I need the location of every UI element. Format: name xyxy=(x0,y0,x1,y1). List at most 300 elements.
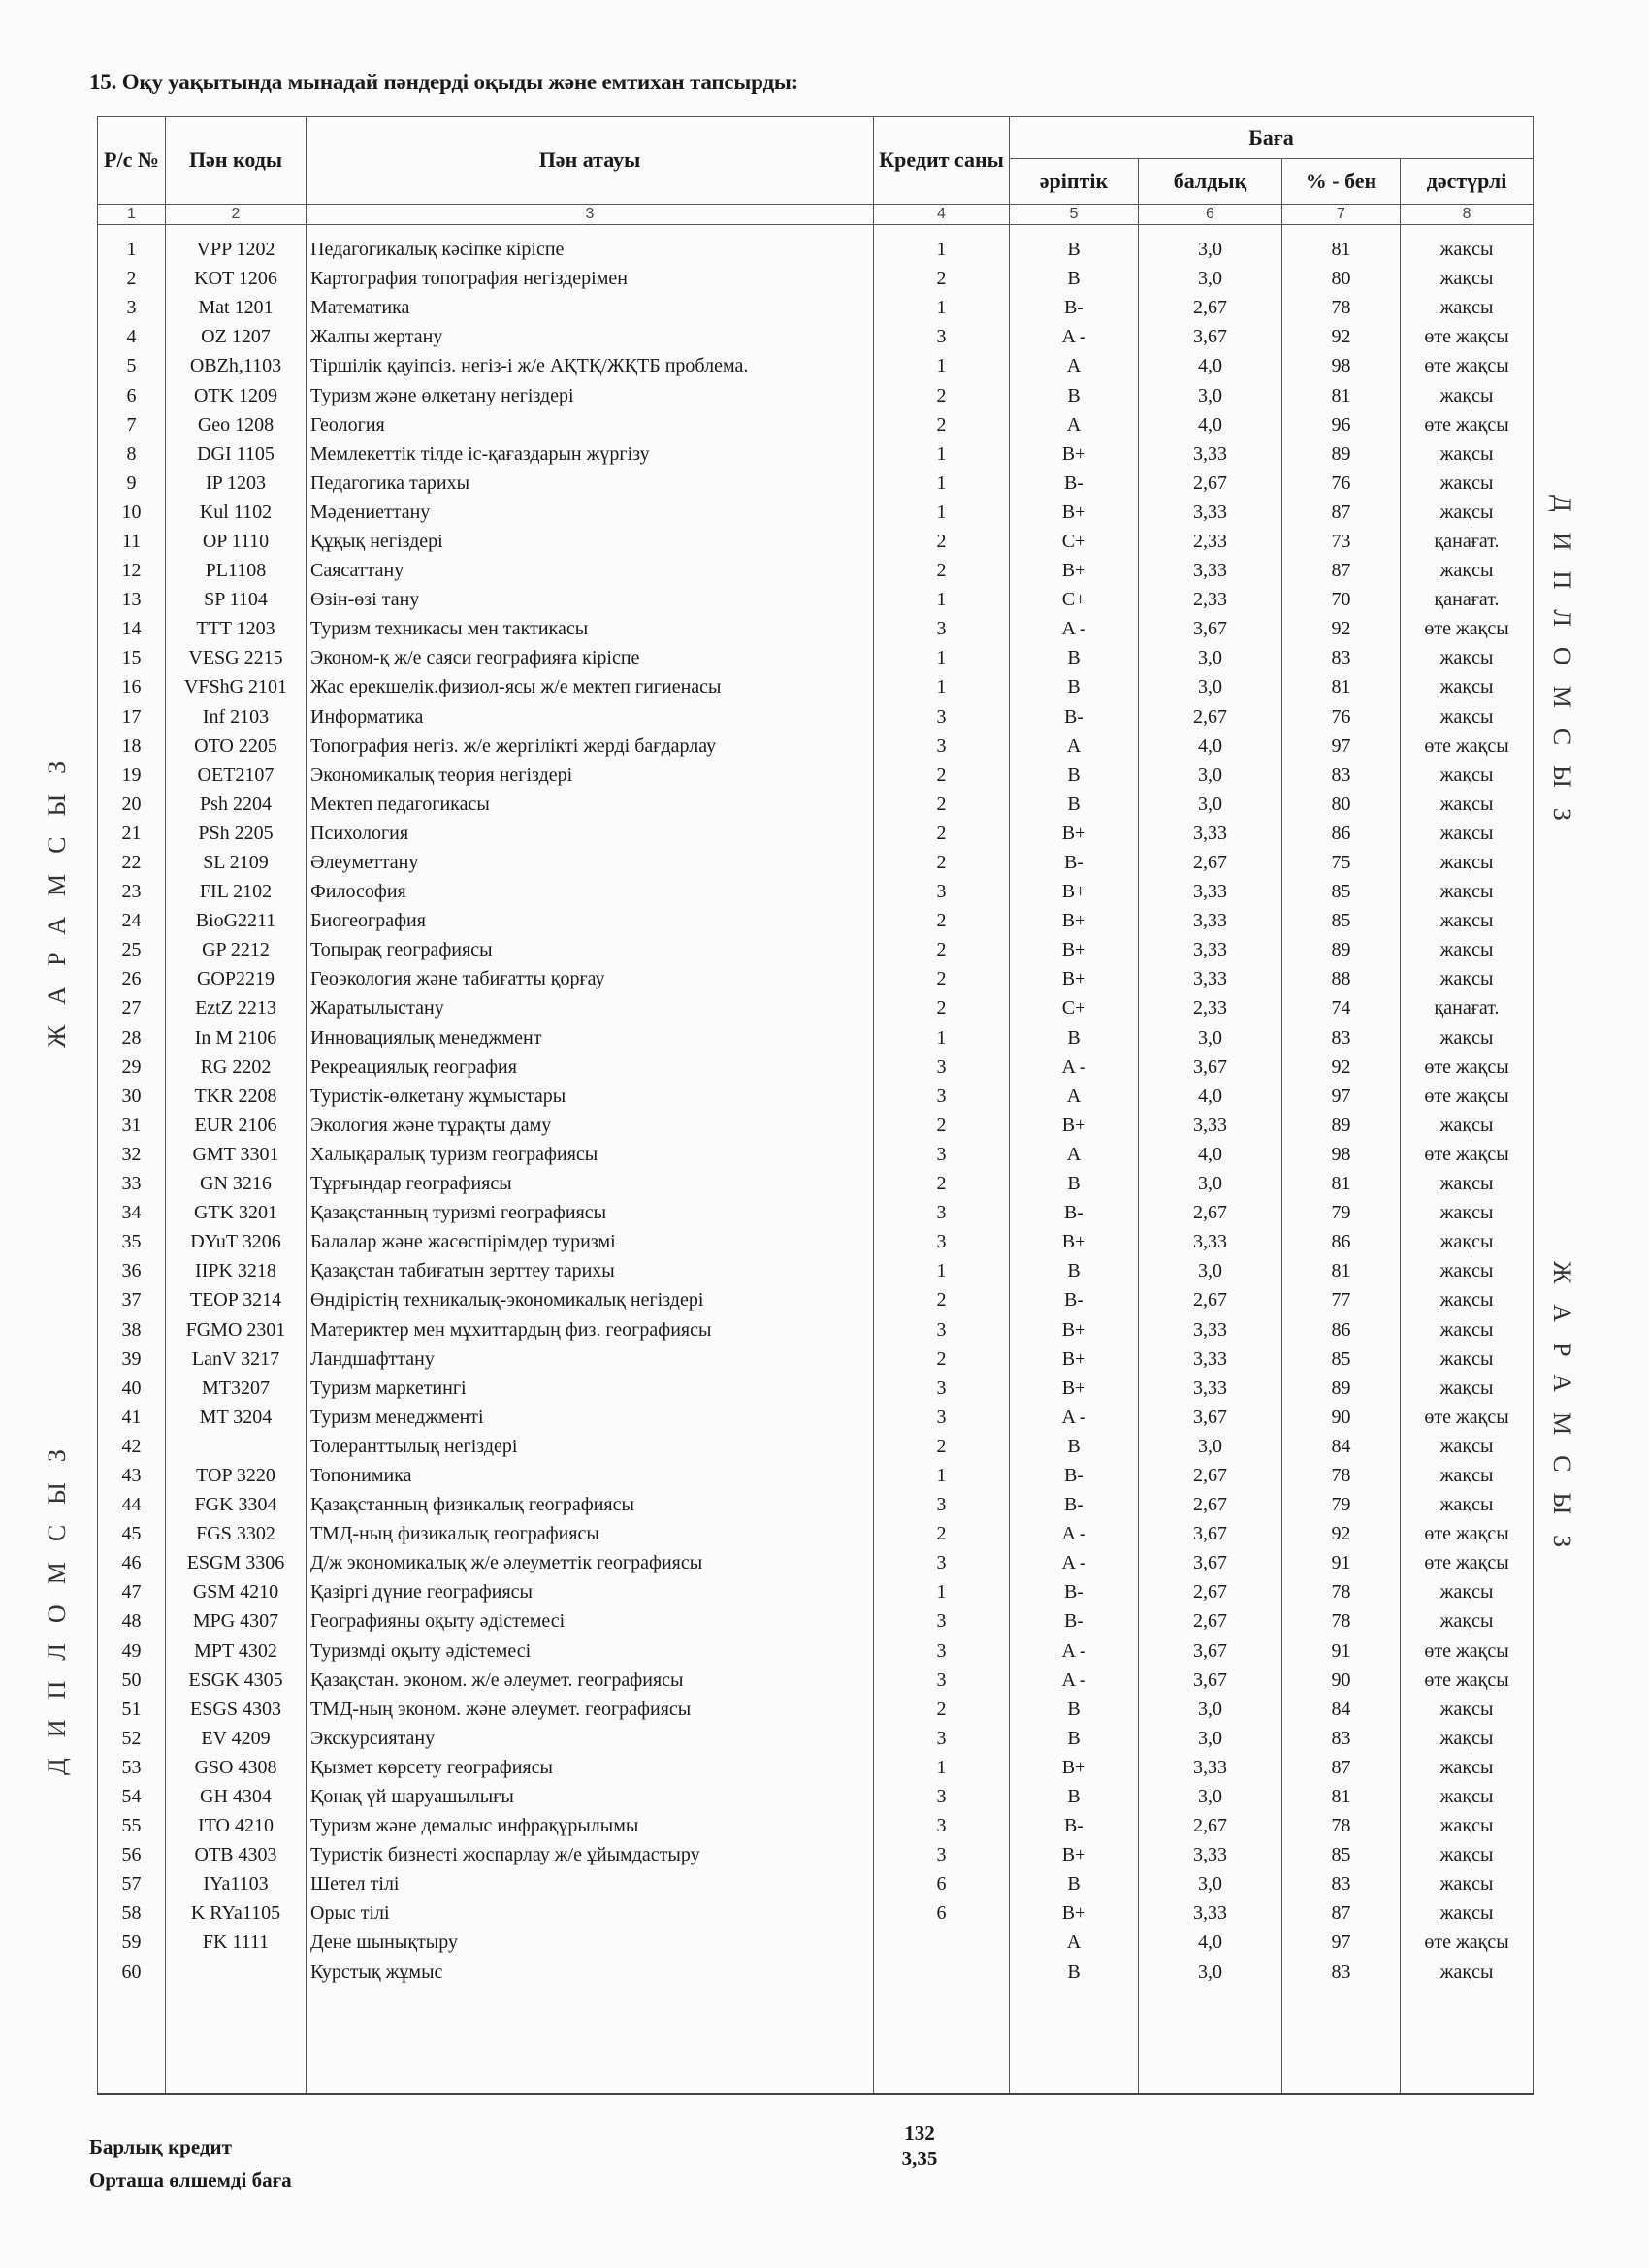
empty-cell xyxy=(166,1987,307,2094)
traditional-grade: жақсы xyxy=(1401,1958,1534,1987)
table-row xyxy=(98,731,1534,761)
subject-code: MPT 4302 xyxy=(166,1636,307,1666)
row-number: 56 xyxy=(98,1840,166,1869)
credits xyxy=(874,1958,1010,1987)
subject-code: EV 4209 xyxy=(166,1724,307,1753)
grade-points: 3,33 xyxy=(1139,1840,1282,1869)
subject-name: Қазақстан табиғатын зерттеу тарихы xyxy=(307,1256,874,1285)
letter-grade: B+ xyxy=(1010,1374,1139,1403)
table-row xyxy=(98,1053,1534,1082)
letter-grade: A xyxy=(1010,1140,1139,1169)
grade-points: 3,33 xyxy=(1139,556,1282,585)
subject-code: ESGS 4303 xyxy=(166,1695,307,1724)
letter-grade: A xyxy=(1010,351,1139,380)
grade-points: 3,0 xyxy=(1139,1023,1282,1053)
subject-code: GOP2219 xyxy=(166,964,307,993)
subject-name: Информатика xyxy=(307,702,874,731)
credits: 3 xyxy=(874,1374,1010,1403)
grade-percent: 76 xyxy=(1282,702,1401,731)
row-number: 31 xyxy=(98,1111,166,1140)
letter-grade: A xyxy=(1010,1082,1139,1111)
subject-name: Педагогикалық кәсіпке кіріспе xyxy=(307,225,874,265)
grade-percent: 78 xyxy=(1282,1811,1401,1840)
row-number: 15 xyxy=(98,643,166,672)
table-row xyxy=(98,790,1534,819)
grade-percent: 84 xyxy=(1282,1432,1401,1461)
letter-grade: B- xyxy=(1010,1285,1139,1314)
grade-points: 3,0 xyxy=(1139,761,1282,790)
table-row xyxy=(98,1753,1534,1782)
row-number: 60 xyxy=(98,1958,166,1987)
grade-percent: 81 xyxy=(1282,1782,1401,1811)
table-row xyxy=(98,1548,1534,1577)
letter-grade: B- xyxy=(1010,1606,1139,1636)
table-row xyxy=(98,1082,1534,1111)
subject-name: Қазіргі дүние географиясы xyxy=(307,1577,874,1606)
row-number: 22 xyxy=(98,848,166,877)
table-row xyxy=(98,1928,1534,1957)
row-number: 54 xyxy=(98,1782,166,1811)
credits: 3 xyxy=(874,1490,1010,1519)
table-row xyxy=(98,993,1534,1022)
row-number: 30 xyxy=(98,1082,166,1111)
subject-code: VFShG 2101 xyxy=(166,672,307,701)
row-number: 36 xyxy=(98,1256,166,1285)
subject-name: Экология және тұрақты даму xyxy=(307,1111,874,1140)
table-row xyxy=(98,848,1534,877)
column-number: 4 xyxy=(874,205,1010,225)
row-number: 16 xyxy=(98,672,166,701)
traditional-grade: жақсы xyxy=(1401,935,1534,964)
grade-points: 3,33 xyxy=(1139,819,1282,848)
subject-name: Топырақ географиясы xyxy=(307,935,874,964)
traditional-grade: өте жақсы xyxy=(1401,1053,1534,1082)
subject-code: Mat 1201 xyxy=(166,293,307,322)
subject-code: TTT 1203 xyxy=(166,614,307,643)
subject-name: Экскурсиятану xyxy=(307,1724,874,1753)
subject-name: Инновациялық менеджмент xyxy=(307,1023,874,1053)
subject-code: SL 2109 xyxy=(166,848,307,877)
table-row xyxy=(98,556,1534,585)
traditional-grade: жақсы xyxy=(1401,1374,1534,1403)
letter-grade: B xyxy=(1010,1695,1139,1724)
table-row xyxy=(98,439,1534,469)
credits: 3 xyxy=(874,1140,1010,1169)
table-row xyxy=(98,264,1534,293)
total-credits-value: 132 xyxy=(904,2122,935,2145)
grade-percent: 73 xyxy=(1282,527,1401,556)
row-number: 58 xyxy=(98,1898,166,1928)
subject-name: Құқық негіздері xyxy=(307,527,874,556)
grade-percent: 77 xyxy=(1282,1285,1401,1314)
row-number: 19 xyxy=(98,761,166,790)
row-number: 8 xyxy=(98,439,166,469)
subject-code: DGI 1105 xyxy=(166,439,307,469)
traditional-grade: жақсы xyxy=(1401,1606,1534,1636)
subject-code: TEOP 3214 xyxy=(166,1285,307,1314)
credits: 3 xyxy=(874,1666,1010,1695)
table-row xyxy=(98,1840,1534,1869)
letter-grade: A xyxy=(1010,410,1139,439)
row-number: 27 xyxy=(98,993,166,1022)
letter-grade: B+ xyxy=(1010,1111,1139,1140)
row-number: 1 xyxy=(98,225,166,265)
letter-grade: B- xyxy=(1010,1811,1139,1840)
traditional-grade: жақсы xyxy=(1401,1490,1534,1519)
grade-points: 3,67 xyxy=(1139,1403,1282,1432)
table-row xyxy=(98,702,1534,731)
letter-grade: B- xyxy=(1010,469,1139,498)
letter-grade: B xyxy=(1010,1256,1139,1285)
table-row xyxy=(98,469,1534,498)
traditional-grade: өте жақсы xyxy=(1401,410,1534,439)
table-row xyxy=(98,1169,1534,1198)
credits xyxy=(874,1928,1010,1957)
credits: 2 xyxy=(874,1285,1010,1314)
watermark-right-bottom: ЖАРАМСЫЗ xyxy=(1548,1261,1576,1569)
table-row xyxy=(98,1811,1534,1840)
table-row xyxy=(98,1461,1534,1490)
subject-name: Әлеуметтану xyxy=(307,848,874,877)
letter-grade: B+ xyxy=(1010,439,1139,469)
traditional-grade: жақсы xyxy=(1401,790,1534,819)
table-body xyxy=(98,225,1534,2094)
subject-name: Геология xyxy=(307,410,874,439)
row-number: 52 xyxy=(98,1724,166,1753)
subject-name: Туризм менеджменті xyxy=(307,1403,874,1432)
gpa-value: 3,35 xyxy=(901,2147,938,2170)
credits: 3 xyxy=(874,1082,1010,1111)
credits: 3 xyxy=(874,1636,1010,1666)
grade-points: 3,67 xyxy=(1139,1053,1282,1082)
letter-grade: B+ xyxy=(1010,906,1139,935)
grades-table xyxy=(97,116,1534,2095)
credits: 3 xyxy=(874,1227,1010,1256)
traditional-grade: өте жақсы xyxy=(1401,1519,1534,1548)
subject-code: GTK 3201 xyxy=(166,1198,307,1227)
traditional-grade: жақсы xyxy=(1401,439,1534,469)
subject-code: GSO 4308 xyxy=(166,1753,307,1782)
subject-name: Эконом-қ ж/е саяси географияға кіріспе xyxy=(307,643,874,672)
grade-percent: 76 xyxy=(1282,469,1401,498)
subject-name: Мемлекеттік тілде іс-қағаздарын жүргізу xyxy=(307,439,874,469)
grade-percent: 89 xyxy=(1282,1111,1401,1140)
column-number: 2 xyxy=(166,205,307,225)
letter-grade: B- xyxy=(1010,702,1139,731)
table-row xyxy=(98,1958,1534,1987)
subject-code: GH 4304 xyxy=(166,1782,307,1811)
letter-grade: A - xyxy=(1010,614,1139,643)
letter-grade: B xyxy=(1010,790,1139,819)
traditional-grade: жақсы xyxy=(1401,877,1534,906)
credits: 1 xyxy=(874,643,1010,672)
table-row xyxy=(98,1782,1534,1811)
traditional-grade: жақсы xyxy=(1401,672,1534,701)
grade-percent: 87 xyxy=(1282,1898,1401,1928)
row-number: 49 xyxy=(98,1636,166,1666)
credits: 2 xyxy=(874,1111,1010,1140)
grade-percent: 85 xyxy=(1282,1345,1401,1374)
credits: 2 xyxy=(874,264,1010,293)
traditional-grade: жақсы xyxy=(1401,1811,1534,1840)
grade-percent: 81 xyxy=(1282,672,1401,701)
subject-name: Халықаралық туризм географиясы xyxy=(307,1140,874,1169)
table-row xyxy=(98,1869,1534,1898)
subject-name: ТМД-ның эконом. және әлеумет. географиясы xyxy=(307,1695,874,1724)
grade-points: 3,33 xyxy=(1139,1111,1282,1140)
header-grade-group: Баға xyxy=(1010,117,1534,159)
row-number: 57 xyxy=(98,1869,166,1898)
table-row xyxy=(98,1285,1534,1314)
traditional-grade: жақсы xyxy=(1401,848,1534,877)
row-number: 20 xyxy=(98,790,166,819)
subject-name: Туризм және өлкетану негіздері xyxy=(307,380,874,409)
table-row xyxy=(98,225,1534,265)
credits: 1 xyxy=(874,293,1010,322)
grade-points: 3,67 xyxy=(1139,1519,1282,1548)
grade-percent: 96 xyxy=(1282,410,1401,439)
grade-percent: 87 xyxy=(1282,498,1401,527)
grade-points: 3,67 xyxy=(1139,1548,1282,1577)
credits: 2 xyxy=(874,1519,1010,1548)
subject-code: OTK 1209 xyxy=(166,380,307,409)
traditional-grade: жақсы xyxy=(1401,1227,1534,1256)
letter-grade: B xyxy=(1010,1724,1139,1753)
subject-code: RG 2202 xyxy=(166,1053,307,1082)
row-number: 28 xyxy=(98,1023,166,1053)
grade-percent: 89 xyxy=(1282,935,1401,964)
grade-points: 3,0 xyxy=(1139,264,1282,293)
table-row xyxy=(98,1724,1534,1753)
grade-points: 2,67 xyxy=(1139,702,1282,731)
row-number: 51 xyxy=(98,1695,166,1724)
grade-points: 2,67 xyxy=(1139,1606,1282,1636)
credits: 1 xyxy=(874,1023,1010,1053)
credits: 3 xyxy=(874,1811,1010,1840)
subject-name: Қызмет көрсету географиясы xyxy=(307,1753,874,1782)
grade-percent: 83 xyxy=(1282,1023,1401,1053)
header-no: Р/с № xyxy=(98,117,166,205)
table-row xyxy=(98,1111,1534,1140)
header-credits: Кредит саны xyxy=(874,117,1010,205)
section-heading: 15. Оқу уақытында мынадай пәндерді оқыды және емтихан тапсырды: xyxy=(89,70,799,94)
letter-grade: B+ xyxy=(1010,556,1139,585)
row-number: 33 xyxy=(98,1169,166,1198)
credits: 1 xyxy=(874,672,1010,701)
traditional-grade: өте жақсы xyxy=(1401,1636,1534,1666)
subject-code: OET2107 xyxy=(166,761,307,790)
header-points: балдық xyxy=(1139,159,1282,205)
subject-code: BioG2211 xyxy=(166,906,307,935)
grade-points: 3,0 xyxy=(1139,672,1282,701)
credits: 2 xyxy=(874,993,1010,1022)
grade-percent: 78 xyxy=(1282,1461,1401,1490)
subject-code: Inf 2103 xyxy=(166,702,307,731)
traditional-grade: жақсы xyxy=(1401,380,1534,409)
subject-code: FGK 3304 xyxy=(166,1490,307,1519)
grade-percent: 83 xyxy=(1282,761,1401,790)
letter-grade: B+ xyxy=(1010,935,1139,964)
traditional-grade: жақсы xyxy=(1401,1345,1534,1374)
row-number: 39 xyxy=(98,1345,166,1374)
row-number: 5 xyxy=(98,351,166,380)
subject-name: Жас ерекшелік.физиол-ясы ж/е мектеп гигиенасы xyxy=(307,672,874,701)
credits: 2 xyxy=(874,935,1010,964)
grade-points: 3,0 xyxy=(1139,643,1282,672)
row-number: 50 xyxy=(98,1666,166,1695)
header-letter: әріптік xyxy=(1010,159,1139,205)
letter-grade: B- xyxy=(1010,1490,1139,1519)
grade-points: 3,33 xyxy=(1139,935,1282,964)
grade-points: 3,33 xyxy=(1139,1227,1282,1256)
grade-percent: 81 xyxy=(1282,1169,1401,1198)
traditional-grade: жақсы xyxy=(1401,264,1534,293)
grade-points: 3,33 xyxy=(1139,1314,1282,1344)
table-row xyxy=(98,1898,1534,1928)
letter-grade: B- xyxy=(1010,1461,1139,1490)
traditional-grade: жақсы xyxy=(1401,1285,1534,1314)
subject-code: VPP 1202 xyxy=(166,225,307,265)
traditional-grade: өте жақсы xyxy=(1401,1548,1534,1577)
subject-name: Геоэкология және табиғатты қорғау xyxy=(307,964,874,993)
subject-name: Тіршілік қауіпсіз. негіз-і ж/е АҚТҚ/ЖҚТБ проблема. xyxy=(307,351,874,380)
subject-code: MT 3204 xyxy=(166,1403,307,1432)
subject-code: ESGM 3306 xyxy=(166,1548,307,1577)
subject-name: Саясаттану xyxy=(307,556,874,585)
credits: 2 xyxy=(874,1169,1010,1198)
subject-name: Қазақстанның туризмі географиясы xyxy=(307,1198,874,1227)
grade-points: 2,67 xyxy=(1139,293,1282,322)
subject-name: Экономикалық теория негіздері xyxy=(307,761,874,790)
letter-grade: B+ xyxy=(1010,819,1139,848)
row-number: 41 xyxy=(98,1403,166,1432)
letter-grade: A - xyxy=(1010,1519,1139,1548)
traditional-grade: жақсы xyxy=(1401,1840,1534,1869)
grade-percent: 84 xyxy=(1282,1695,1401,1724)
table-row xyxy=(98,410,1534,439)
subject-name: ТМД-ның физикалық географиясы xyxy=(307,1519,874,1548)
subject-name: Мектеп педагогикасы xyxy=(307,790,874,819)
grade-percent: 75 xyxy=(1282,848,1401,877)
subject-code: K RYa1105 xyxy=(166,1898,307,1928)
row-number: 43 xyxy=(98,1461,166,1490)
table-row xyxy=(98,1403,1534,1432)
grade-points: 2,67 xyxy=(1139,1490,1282,1519)
row-number: 3 xyxy=(98,293,166,322)
subject-name: Туризм техникасы мен тактикасы xyxy=(307,614,874,643)
letter-grade: B+ xyxy=(1010,1314,1139,1344)
grade-points: 3,0 xyxy=(1139,380,1282,409)
subject-code: MT3207 xyxy=(166,1374,307,1403)
grade-percent: 85 xyxy=(1282,877,1401,906)
table-row xyxy=(98,585,1534,614)
subject-name: Курстық жұмыс xyxy=(307,1958,874,1987)
column-number-row xyxy=(98,205,1534,225)
traditional-grade: жақсы xyxy=(1401,1782,1534,1811)
row-number: 47 xyxy=(98,1577,166,1606)
letter-grade: B+ xyxy=(1010,498,1139,527)
grade-points: 3,33 xyxy=(1139,1898,1282,1928)
table-row xyxy=(98,322,1534,351)
subject-code: In M 2106 xyxy=(166,1023,307,1053)
letter-grade: B+ xyxy=(1010,1227,1139,1256)
letter-grade: A - xyxy=(1010,322,1139,351)
grade-percent: 91 xyxy=(1282,1548,1401,1577)
grades-table-wrapper xyxy=(97,116,1533,2095)
grade-percent: 83 xyxy=(1282,1958,1401,1987)
subject-code xyxy=(166,1958,307,1987)
grade-percent: 89 xyxy=(1282,439,1401,469)
row-number: 9 xyxy=(98,469,166,498)
subject-name: Туризм және демалыс инфрақұрылымы xyxy=(307,1811,874,1840)
credits: 1 xyxy=(874,1753,1010,1782)
subject-code: LanV 3217 xyxy=(166,1345,307,1374)
table-row xyxy=(98,1636,1534,1666)
grade-percent: 80 xyxy=(1282,790,1401,819)
table-row xyxy=(98,877,1534,906)
grade-percent: 85 xyxy=(1282,906,1401,935)
grade-points: 3,0 xyxy=(1139,1958,1282,1987)
subject-code: SP 1104 xyxy=(166,585,307,614)
row-number: 32 xyxy=(98,1140,166,1169)
table-row xyxy=(98,1227,1534,1256)
table-row xyxy=(98,1577,1534,1606)
column-number: 8 xyxy=(1401,205,1534,225)
grade-percent: 81 xyxy=(1282,225,1401,265)
empty-cell xyxy=(98,1987,166,2094)
grade-percent: 92 xyxy=(1282,1519,1401,1548)
grade-percent: 83 xyxy=(1282,643,1401,672)
grade-percent: 91 xyxy=(1282,1636,1401,1666)
subject-code: Geo 1208 xyxy=(166,410,307,439)
traditional-grade: қанағат. xyxy=(1401,993,1534,1022)
subject-code: FK 1111 xyxy=(166,1928,307,1957)
empty-cell xyxy=(874,1987,1010,2094)
grade-percent: 70 xyxy=(1282,585,1401,614)
credits: 2 xyxy=(874,556,1010,585)
grade-percent: 98 xyxy=(1282,1140,1401,1169)
row-number: 23 xyxy=(98,877,166,906)
traditional-grade: жақсы xyxy=(1401,469,1534,498)
credits: 2 xyxy=(874,1345,1010,1374)
grade-points: 3,0 xyxy=(1139,1782,1282,1811)
subject-code: FGMO 2301 xyxy=(166,1314,307,1344)
grade-points: 3,0 xyxy=(1139,1869,1282,1898)
subject-name: Ландшафттану xyxy=(307,1345,874,1374)
letter-grade: B xyxy=(1010,1782,1139,1811)
letter-grade: B+ xyxy=(1010,1345,1139,1374)
row-number: 46 xyxy=(98,1548,166,1577)
table-row xyxy=(98,1140,1534,1169)
row-number: 55 xyxy=(98,1811,166,1840)
grade-percent: 78 xyxy=(1282,1577,1401,1606)
letter-grade: B xyxy=(1010,225,1139,265)
traditional-grade: өте жақсы xyxy=(1401,1666,1534,1695)
credits: 3 xyxy=(874,1403,1010,1432)
letter-grade: B xyxy=(1010,761,1139,790)
grade-points: 2,67 xyxy=(1139,1285,1282,1314)
letter-grade: C+ xyxy=(1010,585,1139,614)
subject-code: EztZ 2213 xyxy=(166,993,307,1022)
traditional-grade: жақсы xyxy=(1401,643,1534,672)
subject-code: VESG 2215 xyxy=(166,643,307,672)
row-number: 29 xyxy=(98,1053,166,1082)
credits: 3 xyxy=(874,322,1010,351)
table-row xyxy=(98,1198,1534,1227)
table-row xyxy=(98,1314,1534,1344)
letter-grade: B+ xyxy=(1010,1753,1139,1782)
traditional-grade: жақсы xyxy=(1401,1461,1534,1490)
